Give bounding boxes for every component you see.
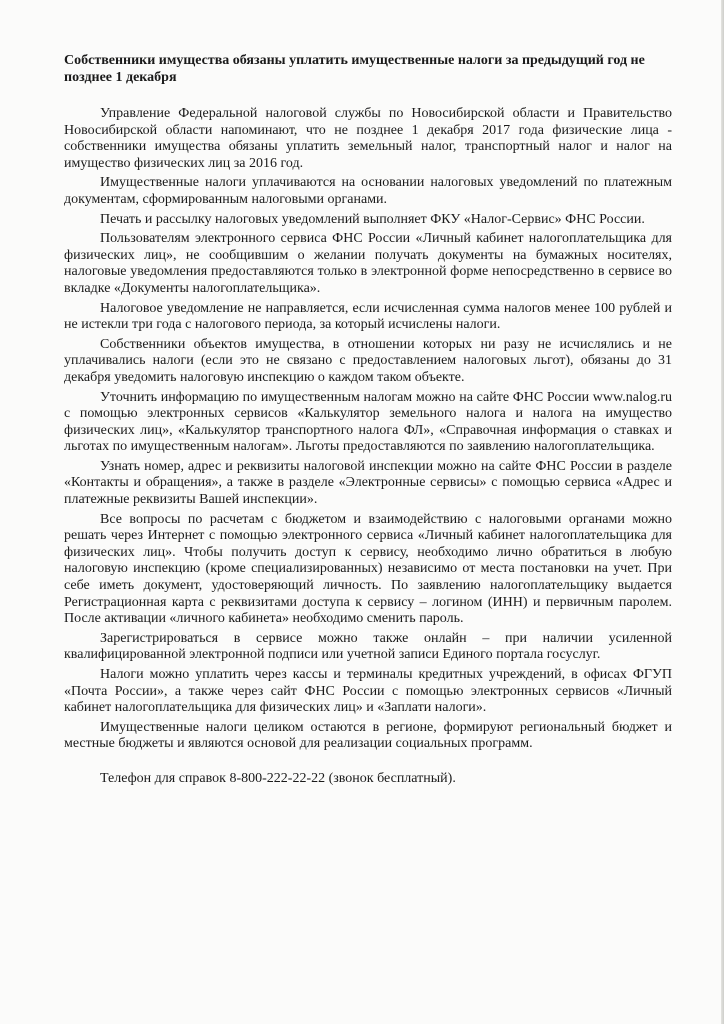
paragraph-online-registration: Зарегистрироваться в сервисе можно также онлайн – при наличии усиленной квалифицированной электронной подписи или учетной записи Единого портала госуслуг.	[64, 630, 672, 663]
paragraph-clarify-info: Уточнить информацию по имущественным налогам можно на сайте ФНС России www.nalog.ru с помощью электронных сервисов «Калькулятор земельного налога и налога на имущество физических лиц», «Калькулятор транспортного налога ФЛ», «Справочная информация о ставках и льготах по имущественным налогам». Льготы предоставляются по заявлению налогоплательщика.	[64, 389, 672, 455]
phone-line: Телефон для справок 8-800-222-22-22 (звонок бесплатный).	[100, 770, 456, 786]
document-title: Собственники имущества обязаны уплатить имущественные налоги за предыдущий год не позднее 1 декабря	[64, 53, 645, 85]
paragraph-inspection-details: Узнать номер, адрес и реквизиты налоговой инспекции можно на сайте ФНС России в разделе «Контакты и обращения», а также в разделе «Электронные сервисы» с помощью сервиса «Адрес и платежные реквизиты Вашей инспекции».	[64, 458, 672, 508]
paragraph-owners-obligation: Собственники объектов имущества, в отношении которых ни разу не исчислялись и не уплачивались налоги (если это не связано с предоставлением налоговых льгот), обязаны до 31 декабря уведомить налоговую инспекцию о каждом таком объекте.	[64, 336, 672, 385]
paragraph-personal-account: Пользователям электронного сервиса ФНС России «Личный кабинет налогоплательщика для физических лиц», не сообщившим о желании получать документы на бумажных носителях, налоговые уведомления предоставляются только в электронной форме непосредственно в сервисе во вкладке «Документы налогоплательщика».	[64, 231, 672, 296]
paragraph-online-account: Все вопросы по расчетам с бюджетом и взаимодействию с налоговыми органами можно решать через Интернет с помощью электронного сервиса «Личный кабинет налогоплательщика для физических лиц». Чтобы получить доступ к сервису, необходимо лично обратиться в любую налоговую инспекцию (кроме специализированных) независимо от места постановки на учет. При себе иметь документ, удостоверяющий личность. По заявлению налогоплательщику выдается Регистрационная карта с реквизитами доступа к сервису – логином (ИНН) и первичным паролем. После активации «личного кабинета» необходимо сменить пароль.	[64, 511, 672, 627]
document-body	[64, 52, 672, 788]
paragraph-regional-budget: Имущественные налоги целиком остаются в регионе, формируют региональный бюджет и местные бюджеты и являются основой для реализации социальных программ.	[64, 719, 672, 752]
paragraph-notices-basis: Имущественные налоги уплачиваются на основании налоговых уведомлений по платежным документам, сформированным налоговыми органами.	[64, 175, 672, 207]
paragraph-no-notice: Налоговое уведомление не направляется, если исчисленная сумма налогов менее 100 рублей и не истекли три года с налогового периода, за который исчислены налоги.	[64, 300, 672, 333]
paragraph-printing: Печать и рассылку налоговых уведомлений выполняет ФКУ «Налог-Сервис» ФНС России.	[100, 211, 645, 227]
paragraph-payment-methods: Налоги можно уплатить через кассы и терминалы кредитных учреждений, в офисах ФГУП «Почта России», а также через сайт ФНС России с помощью электронных сервисов «Личный кабинет налогоплательщика для физических лиц» и «Заплати налоги».	[64, 667, 672, 716]
paragraph-reminder: Управление Федеральной налоговой службы по Новосибирской области и Правительство Новосибирской области напоминают, что не позднее 1 декабря 2017 года физические лица - собственники имущества обязаны уплатить земельный налог, транспортный налог и налог на имущество физических лиц за 2016 год.	[64, 106, 672, 171]
